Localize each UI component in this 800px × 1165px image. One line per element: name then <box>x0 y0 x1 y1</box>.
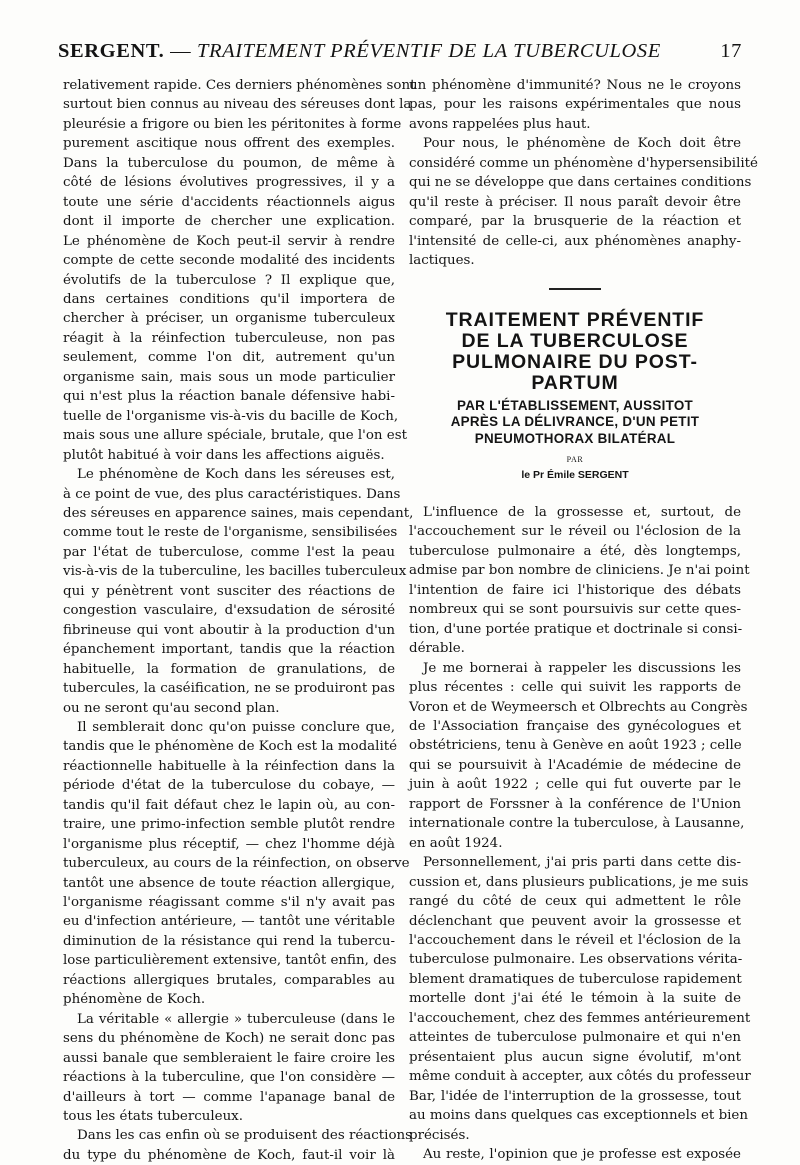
article-heading <box>409 310 741 482</box>
text-line: tuberculose pulmonaire a été, dès longtemps, <box>409 543 741 559</box>
text-line: ou ne seront qu'au second plan. <box>63 700 280 716</box>
text-line: l'accouchement sur le réveil ou l'éclosion de la <box>409 524 741 540</box>
text-line: phénomène de Koch. <box>63 992 206 1008</box>
text-line: tandis que le phénomène de Koch est la modalité <box>63 739 398 755</box>
text-line: atteintes de tuberculose pulmonaire et qui n'en <box>409 1030 741 1046</box>
text-line: Le phénomène de Koch peut-il servir à rendre <box>63 233 395 249</box>
text-line: Dans la tuberculose du poumon, de même à <box>63 155 395 171</box>
article-body <box>409 503 751 1164</box>
text-line: plus récentes : celle qui suivit les rapports de <box>409 680 741 696</box>
article-title-line: TRAITEMENT PRÉVENTIF <box>445 308 705 331</box>
text-line: tuberculose pulmonaire. Les observations vérita- <box>409 952 743 968</box>
text-line: même conduit à accepter, aux côtés du professeur <box>409 1069 751 1085</box>
text-line: réactions à la tuberculine, que l'on considère — <box>63 1070 395 1086</box>
text-line: eu d'infection antérieure, — tantôt une véritable <box>63 914 395 930</box>
left-column <box>63 76 416 1165</box>
text-line: considéré comme un phénomène d'hypersensibilité <box>409 155 758 171</box>
text-line: toute une série d'accidents réactionnels aigus <box>63 194 395 210</box>
text-line: tuelle de l'organisme vis-à-vis du bacille de Koch, <box>63 408 399 424</box>
text-line: internationale contre la tuberculose, à Lausanne, <box>409 816 745 832</box>
text-line: de l'Association française des gynécologues et <box>409 719 741 735</box>
right-column <box>409 76 758 1164</box>
text-line: période d'état de la tuberculose du cobaye, — <box>63 778 395 794</box>
text-line: côté de lésions évolutives progressives, il y a <box>63 175 395 191</box>
text-line: Personnellement, j'ai pris parti dans cette dis- <box>423 855 741 871</box>
text-line: qui ne se développe que dans certaines conditions <box>409 175 752 191</box>
text-line: tandis qu'il fait défaut chez le lapin où, au con- <box>63 797 395 813</box>
text-line: nombreux qui se sont poursuivis sur cette ques- <box>409 602 741 618</box>
text-line: pas, pour les raisons expérimentales que nous <box>409 97 741 113</box>
text-line: Dans les cas enfin où se produisent des réactions <box>77 1128 413 1144</box>
text-line: lose particulièrement extensive, tantôt enfin, des <box>63 953 397 969</box>
text-line: aussi banale que sembleraient le faire croire les <box>63 1050 395 1066</box>
text-line: tous les états tuberculeux. <box>63 1109 243 1125</box>
text-line: pleurésie a frigore ou bien les péritonites à forme <box>63 116 402 132</box>
text-line: tion, d'une portée pratique et doctrinale si consi- <box>409 621 743 637</box>
text-line: traire, une primo-infection semble plutôt rendre <box>63 817 395 833</box>
text-line: l'accouchement dans le réveil et l'éclosion de la <box>409 933 741 948</box>
article-subtitle-line: APRÈS LA DÉLIVRANCE, D'UN PETIT <box>450 414 700 430</box>
text-line: l'organisme plus réceptif, — chez l'homme déjà <box>63 836 395 852</box>
header-author: SERGENT. <box>58 40 165 62</box>
section-divider <box>549 288 601 290</box>
text-line: comme tout le reste de l'organisme, sensibilisées <box>63 525 398 541</box>
article-title-line: PARTUM <box>531 371 619 394</box>
text-line: par l'état de tuberculose, comme l'est la peau <box>63 544 395 560</box>
text-line: tubercules, la caséification, ne se produiront pas <box>63 681 395 697</box>
text-line: rapport de Forssner à la conférence de l'Union <box>409 796 741 812</box>
text-line: chercher à préciser, un organisme tuberculeux <box>63 311 395 327</box>
text-line: congestion vasculaire, d'exsudation de sérosité <box>63 603 395 619</box>
text-line: évolutifs de la tuberculose ? Il explique que, <box>63 272 395 288</box>
text-line: du type du phénomène de Koch, faut-il voir là <box>63 1147 395 1163</box>
text-line: purement ascitique nous offrent des exemples. <box>63 136 395 152</box>
text-line: déclenchant que peuvent avoir la grossesse et <box>409 913 741 929</box>
text-line: obstétriciens, tenu à Genève en août 1923 ; celle <box>409 738 742 754</box>
text-line: sens du phénomène de Koch) ne serait donc pas <box>63 1031 395 1047</box>
text-line: Je me bornerai à rappeler les discussions les <box>423 660 741 676</box>
text-line: mortelle dont j'ai été le témoin à la suite de <box>409 991 741 1007</box>
text-line: L'influence de la grossesse et, surtout, de <box>423 505 741 521</box>
text-line: mais sous une allure spéciale, brutale, que l'on est <box>63 428 407 444</box>
text-line: épanchement important, tandis que la réaction <box>63 642 395 658</box>
article-subtitle-line: PNEUMOTHORAX BILATÉRAL <box>474 430 676 446</box>
text-line: l'intention de faire ici l'historique des débats <box>409 582 741 598</box>
text-line: dérable. <box>409 641 465 657</box>
text-line: comparé, par la brusquerie de la réaction et <box>409 214 741 230</box>
text-line: en août 1924. <box>409 835 503 851</box>
text-line: lactiques. <box>409 253 475 269</box>
header-dash: — <box>164 40 197 62</box>
text-line: diminution de la résistance qui rend la tubercu- <box>63 933 395 949</box>
text-line: à ce point de vue, des plus caractéristiques. Dans <box>63 486 401 502</box>
byline-par: PAR <box>566 455 584 465</box>
page-number: 17 <box>720 40 742 62</box>
text-line: compte de cette seconde modalité des incidents <box>63 253 395 269</box>
text-line: Au reste, l'opinion que je professe est exposée <box>423 1146 741 1162</box>
text-line: rangé du côté de ceux qui admettent le rôle <box>409 894 741 910</box>
text-line: organisme sain, mais sous un mode particulier <box>63 369 395 385</box>
text-line: Il semblerait donc qu'on puisse conclure que, <box>77 719 395 735</box>
text-line: qui y pénètrent vont susciter des réactions de <box>63 583 395 599</box>
text-line: réactions allergiques brutales, comparables au <box>63 972 395 988</box>
article-subtitle-line: PAR L'ÉTABLISSEMENT, AUSSITOT <box>456 397 694 413</box>
text-line: qui se poursuivit à l'Académie de médecine de <box>409 757 741 773</box>
right-column-continuation <box>409 76 758 271</box>
text-line: tuberculeux, au cours de la réinfection, on observe <box>63 856 410 872</box>
article-title-line: PULMONAIRE DU POST- <box>452 350 698 373</box>
text-line: surtout bien connus au niveau des séreuses dont la <box>63 97 412 113</box>
text-line: dont il importe de chercher une explication. <box>63 214 395 230</box>
text-line: d'ailleurs à tort — comme l'apanage banal de <box>63 1089 395 1105</box>
text-line: seulement, comme l'on dit, autrement qu'un <box>63 350 395 366</box>
article-title-line: DE LA TUBERCULOSE <box>461 329 689 352</box>
text-line: avons rappelées plus haut. <box>409 116 591 132</box>
text-line: Pour nous, le phénomène de Koch doit être <box>423 136 741 152</box>
header-running-title: TRAITEMENT PRÉVENTIF DE LA TUBERCULOSE <box>196 40 661 62</box>
running-header <box>58 40 742 70</box>
text-line: au moins dans quelques cas exceptionnels et bien <box>409 1108 748 1124</box>
text-line: Bar, l'idée de l'interruption de la grossesse, tout <box>409 1088 741 1104</box>
text-line: l'intensité de celle-ci, aux phénomènes anaphy- <box>409 233 741 249</box>
text-line: blement dramatiques de tuberculose rapidement <box>409 971 742 987</box>
text-line: admise par bon nombre de cliniciens. Je n'ai point <box>409 563 750 579</box>
text-line: vis-à-vis de la tuberculine, les bacilles tuberculeux <box>63 564 407 580</box>
text-line: réactionnelle habituelle à la réinfection dans la <box>63 758 395 774</box>
text-line: cussion et, dans plusieurs publications, je me suis <box>409 874 749 890</box>
text-line: fibrineuse qui vont aboutir à la production d'un <box>63 622 395 638</box>
text-line: habituelle, la formation de granulations, de <box>63 661 395 677</box>
text-line: des séreuses en apparence saines, mais cependant, <box>63 505 414 521</box>
text-line: un phénomène d'immunité? Nous ne le croyons <box>409 78 741 93</box>
text-line: plutôt habitué à voir dans les affections aiguës. <box>63 447 385 463</box>
text-line: l'organisme réagissant comme s'il n'y avait pas <box>63 895 395 911</box>
text-line: qui n'est plus la réaction banale défensive habi- <box>63 389 395 405</box>
text-line: l'accouchement, chez des femmes antérieurement <box>409 1010 751 1026</box>
text-line: Voron et de Weymeersch et Olbrechts au Congrès <box>409 699 748 715</box>
running-header-title <box>58 40 661 63</box>
text-line: réagit à la réinfection tuberculeuse, non pas <box>63 330 395 346</box>
text-line: dans certaines conditions qu'il importera de <box>63 291 395 307</box>
text-line: précisés. <box>409 1127 470 1143</box>
text-line: La véritable « allergie » tuberculeuse (dans le <box>77 1011 395 1027</box>
text-line: juin à août 1922 ; celle qui fut ouverte par le <box>409 777 741 793</box>
text-line: relativement rapide. Ces derniers phénomènes sont <box>63 78 416 93</box>
text-line: Le phénomène de Koch dans les séreuses est, <box>77 467 395 483</box>
text-line: tantôt une absence de toute réaction allergique, <box>63 875 395 891</box>
article-author: le Pr Émile SERGENT <box>521 469 629 482</box>
text-line: qu'il reste à préciser. Il nous paraît devoir être <box>409 194 741 210</box>
text-line: présentaient plus aucun signe évolutif, m'ont <box>409 1049 741 1065</box>
